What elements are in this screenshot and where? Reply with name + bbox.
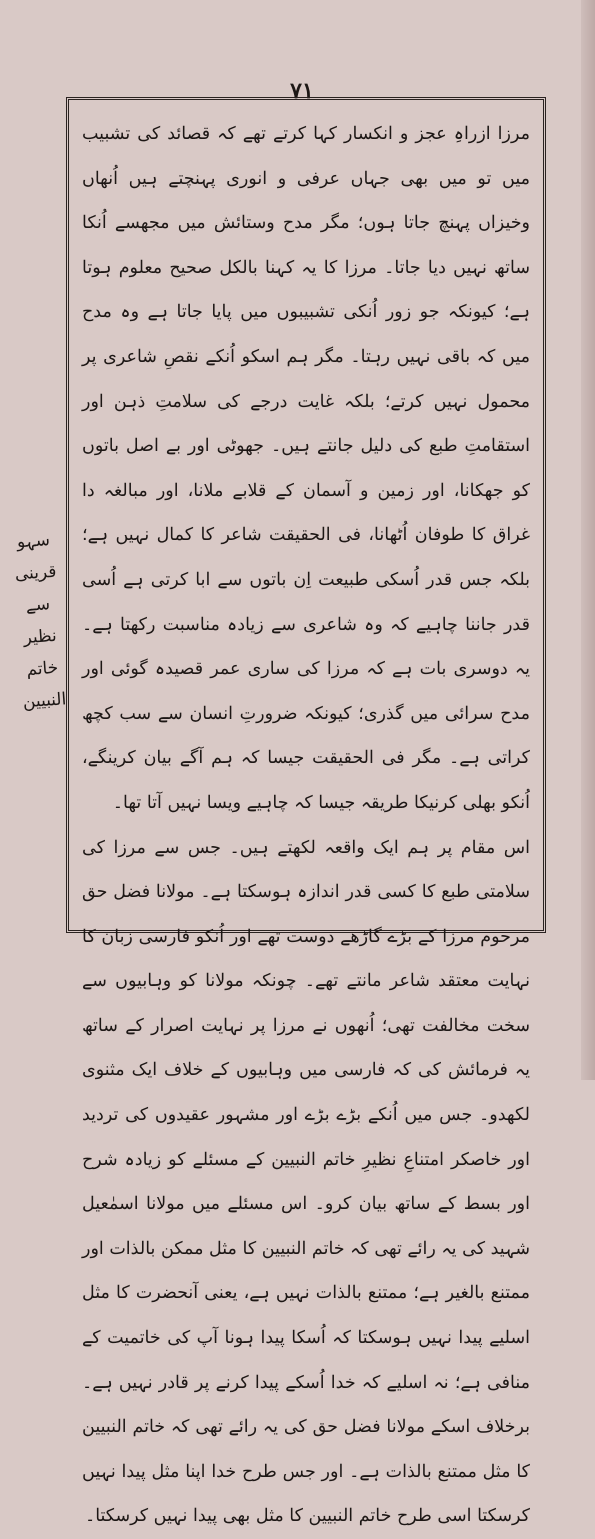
margin-annotation bbox=[1, 523, 76, 719]
margin-note-line: قرینی سے bbox=[4, 555, 70, 623]
margin-note-line: خاتم النبیین bbox=[10, 651, 76, 719]
paragraph: اس مقام پر ہم ایک واقعہ لکھتے ہیں۔ جس سے مرزا کی سلامتی طبع کا کسی قدر اندازہ ہوسکتا ہے۔ مولانا فضل حق مرحوم مرزا کے بڑے گاڑھے دوست تھے اور اُنکو فارسی زبان کا نہایت معتقد شاعر مانتے تھے۔ چونکہ مولانا کو وہابیوں سے سخت مخالفت تھی؛ اُنھوں نے مرزا پر نہایت اصرار کے ساتھ یہ فرمائش کی کہ فارسی میں وہابیوں کے خلاف ایک مثنوی لکھدو۔ جس میں اُنکے بڑے بڑے اور مشہور عقیدوں کی تردید اور خاصکر امتناعِ نظیرِ خاتم النبیین کے مسئلے کو زیادہ شرح اور بسط کے ساتھ بیان کرو۔ اس مسئلے میں مولانا اسمٰعیل شہید کی یہ رائے تھی کہ خاتم النبیین کا مثل ممکن بالذات اور ممتنع بالغیر ہے؛ ممتنع بالذات نہیں ہے، یعنی آنحضرت کا مثل اسلیے پیدا نہیں ہوسکتا کہ اُسکا پیدا ہونا آپ کی خاتمیت کے منافی ہے؛ نہ اسلیے کہ خدا اُسکے پیدا کرنے پر قادر نہیں ہے۔ برخلاف اسکے مولانا فضل حق کی یہ رائے تھی کہ خاتم النبیین کا مثل ممتنع بالذات ہے۔ اور جس طرح خدا اپنا مثل پیدا نہیں کرسکتا اسی طرح خاتم النبیین کا مثل بھی پیدا نہیں کرسکتا۔ bbox=[82, 826, 530, 1539]
body-text bbox=[82, 112, 530, 1539]
page-edge bbox=[581, 0, 595, 1080]
page-number: ۷۱ bbox=[282, 78, 322, 104]
margin-note-line: نظیر bbox=[8, 619, 72, 655]
paragraph: مرزا ازراہِ عجز و انکسار کہا کرتے تھے کہ قصائد کی تشبیب میں تو میں بھی جہاں عرفی و انوری پہنچتے ہیں اُنھاں وخیزاں پہنچ جاتا ہوں؛ مگر مدح وستائش میں مجھسے اُنکا ساتھ نہیں دیا جاتا۔ مرزا کا یہ کہنا بالکل صحیح معلوم ہوتا ہے؛ کیونکہ جو زور اُنکی تشبیبوں میں پایا جاتا ہے وہ مدح میں کہ باقی نہیں رہتا۔ مگر ہم اسکو اُنکے نقصِ شاعری پر محمول نہیں کرتے؛ بلکہ غایت درجے کی سلامتِ ذہن اور استقامتِ طبع کی دلیل جانتے ہیں۔ جھوٹی اور بے اصل باتوں کو جھکانا، اور زمین و آسمان کے قلابے ملانا، اور مبالغہ دا غراق کا طوفان اُٹھانا، فی الحقیقت شاعر کا کمال نہیں ہے؛ بلکہ جس قدر اُسکی طبیعت اِن باتوں سے ابا کرتی ہے اُسی قدر جاننا چاہیے کہ وہ شاعری سے زیادہ مناسبت رکھتا ہے۔ یہ دوسری بات ہے کہ مرزا کی ساری عمر قصیدہ گوئی اور مدح سرائی میں گذری؛ کیونکہ ضرورتِ انسان سے سب کچھ کراتی ہے۔ مگر فی الحقیقت جیسا کہ ہم آگے بیان کرینگے، اُنکو بھلی کرنیکا طریقہ جیسا کہ چاہیے ویسا نہیں آتا تھا۔ bbox=[82, 112, 530, 826]
margin-note-line: سہو bbox=[1, 523, 65, 559]
